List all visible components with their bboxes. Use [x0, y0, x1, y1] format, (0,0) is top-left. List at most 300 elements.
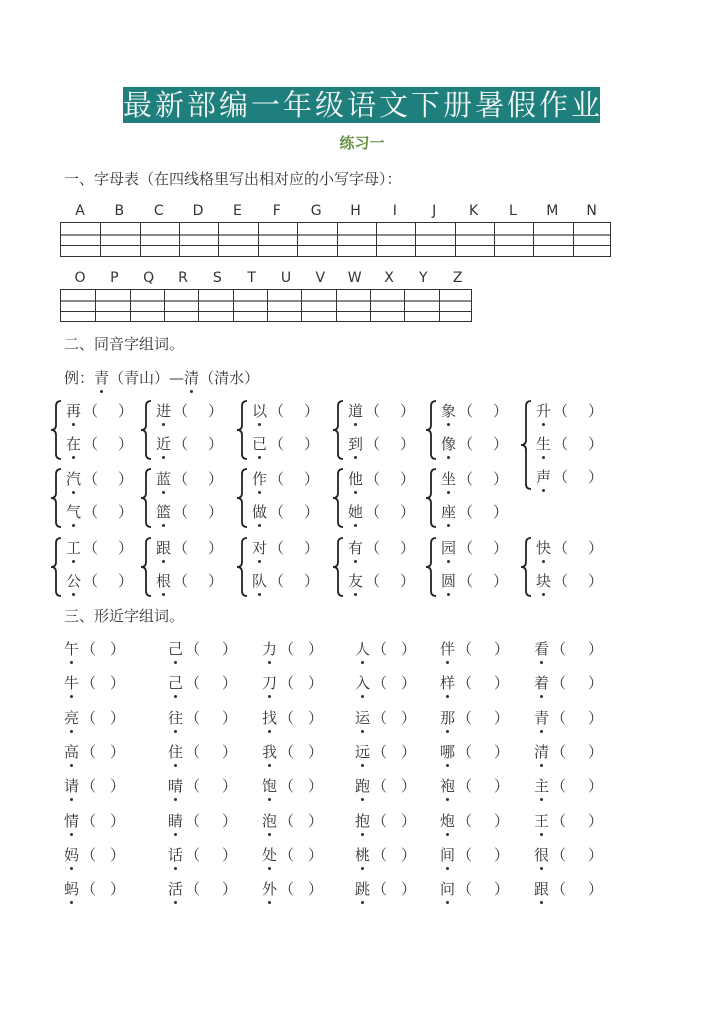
answer-paren-open: （ [173, 435, 189, 453]
answer-paren-close: ） [401, 742, 417, 761]
answer-paren-open: （ [269, 539, 285, 557]
target-char: 象 [441, 402, 457, 420]
target-char: 话 [168, 845, 184, 864]
homophone-entry[interactable] [252, 400, 319, 421]
similar-char-entry[interactable] [440, 775, 509, 796]
target-char: 着 [534, 674, 550, 693]
answer-paren-open: （ [185, 880, 201, 899]
answer-paren-close: ） [118, 402, 134, 420]
homophone-entry[interactable] [348, 468, 415, 489]
letter-label: N [586, 203, 597, 219]
letter-label: T [247, 270, 256, 286]
answer-paren-open: （ [365, 435, 381, 453]
answer-paren-open: （ [372, 880, 388, 899]
answer-paren-close: ） [118, 503, 134, 521]
target-char: 人 [355, 640, 371, 658]
target-char: 园 [441, 539, 457, 557]
answer-paren-close: ） [222, 845, 238, 864]
brace-icon [236, 537, 248, 597]
answer-paren-open: （ [185, 777, 201, 796]
homophone-entry[interactable] [66, 433, 133, 454]
similar-char-entry[interactable] [64, 707, 125, 728]
homophone-entry[interactable] [66, 400, 133, 421]
letter-label: P [110, 270, 119, 286]
grid-divider [258, 223, 259, 256]
answer-paren-close: ） [588, 777, 604, 796]
letter-label: M [546, 203, 559, 219]
answer-paren-close: ） [588, 845, 604, 864]
target-char: 清 [534, 742, 550, 761]
answer-paren-close: ） [400, 503, 416, 521]
grid-divider [370, 290, 371, 321]
similar-char-entry[interactable] [262, 672, 323, 693]
similar-char-entry[interactable] [168, 741, 237, 762]
target-char: 做 [252, 503, 268, 521]
target-char: 汽 [66, 470, 82, 488]
grid-divider [198, 290, 199, 321]
answer-paren-open: （ [458, 435, 474, 453]
similar-char-entry[interactable] [440, 707, 509, 728]
answer-paren-open: （ [279, 811, 295, 830]
answer-paren-open: （ [458, 572, 474, 590]
homophone-entry[interactable] [66, 537, 133, 558]
answer-paren-close: ） [110, 845, 126, 864]
brace [50, 400, 62, 464]
letter-label: C [153, 203, 164, 219]
homophone-entry[interactable] [348, 537, 415, 558]
answer-paren-close: ） [308, 742, 324, 761]
grid-divider [233, 290, 234, 321]
answer-paren-close: ） [110, 777, 126, 796]
homophone-entry[interactable] [252, 501, 319, 522]
similar-char-entry[interactable] [440, 810, 509, 831]
letter-label: H [350, 203, 361, 219]
similar-char-entry[interactable] [355, 672, 416, 693]
answer-paren-open: （ [185, 845, 201, 864]
homophone-entry[interactable] [156, 570, 223, 591]
brace-icon [50, 537, 62, 597]
answer-paren-open: （ [81, 777, 97, 796]
similar-char-entry[interactable] [534, 775, 603, 796]
homophone-entry[interactable] [156, 468, 223, 489]
homophone-entry[interactable] [536, 400, 603, 421]
similar-char-entry[interactable] [64, 810, 125, 831]
answer-paren-close: ） [304, 435, 320, 453]
grid-divider [164, 290, 165, 321]
target-char: 往 [168, 708, 184, 727]
similar-char-entry[interactable] [64, 741, 125, 762]
answer-paren-open: （ [185, 640, 201, 658]
homophone-entry[interactable] [536, 537, 603, 558]
homophone-entry[interactable] [156, 501, 223, 522]
homophone-entry[interactable] [66, 570, 133, 591]
example-prefix: 例： [64, 369, 95, 387]
answer-paren-open: （ [365, 572, 381, 590]
homophone-entry[interactable] [441, 537, 508, 558]
brace [236, 468, 248, 532]
answer-paren-close: ） [208, 435, 224, 453]
brace [236, 400, 248, 464]
similar-char-entry[interactable] [534, 810, 603, 831]
answer-paren-close: ） [110, 674, 126, 693]
similar-char-entry[interactable] [262, 741, 323, 762]
similar-char-entry[interactable] [534, 844, 603, 865]
answer-paren-close: ） [304, 539, 320, 557]
similar-char-entry[interactable] [262, 878, 323, 899]
homophone-entry[interactable] [156, 433, 223, 454]
answer-paren-open: （ [553, 572, 569, 590]
answer-paren-open: （ [372, 845, 388, 864]
answer-paren-close: ） [308, 777, 324, 796]
example-line [64, 367, 259, 388]
answer-paren-open: （ [185, 742, 201, 761]
homophone-entry[interactable] [441, 400, 508, 421]
brace [425, 400, 437, 464]
answer-paren-close: ） [304, 503, 320, 521]
brace [140, 537, 152, 601]
answer-paren-open: （ [185, 811, 201, 830]
target-char: 生 [536, 435, 552, 453]
homophone-entry[interactable] [348, 570, 415, 591]
answer-paren-open: （ [81, 845, 97, 864]
answer-paren-open: （ [173, 539, 189, 557]
letter-label: E [232, 203, 242, 219]
brace-icon [236, 468, 248, 528]
similar-char-entry[interactable] [355, 775, 416, 796]
answer-paren-close: ） [400, 539, 416, 557]
target-char: 牛 [64, 674, 80, 693]
target-char: 友 [348, 572, 364, 590]
target-char: 根 [156, 572, 172, 590]
target-char: 队 [252, 572, 268, 590]
answer-paren-close: ） [222, 777, 238, 796]
homophone-entry[interactable] [156, 400, 223, 421]
target-char: 晴 [168, 777, 184, 796]
target-char: 我 [262, 742, 278, 761]
similar-char-entry[interactable] [64, 672, 125, 693]
homophone-entry[interactable] [536, 466, 603, 487]
similar-char-entry[interactable] [64, 775, 125, 796]
example-dash: — [169, 369, 185, 387]
answer-paren-close: ） [110, 880, 126, 899]
homophone-entry[interactable] [536, 570, 603, 591]
grid-divider [494, 223, 495, 256]
answer-paren-open: （ [551, 845, 567, 864]
answer-paren-open: （ [457, 811, 473, 830]
similar-char-entry[interactable] [355, 741, 416, 762]
answer-paren-close: ） [222, 811, 238, 830]
answer-paren-open: （ [551, 708, 567, 727]
target-char: 王 [534, 811, 550, 830]
homophone-entry[interactable] [252, 433, 319, 454]
alphabet-row-2 [0, 270, 724, 288]
similar-char-entry[interactable] [262, 810, 323, 831]
answer-paren-close: ） [588, 880, 604, 899]
answer-paren-close: ） [588, 402, 604, 420]
similar-char-entry[interactable] [440, 741, 509, 762]
answer-paren-close: ） [208, 572, 224, 590]
answer-paren-open: （ [365, 539, 381, 557]
answer-paren-open: （ [457, 777, 473, 796]
similar-char-entry[interactable] [262, 844, 323, 865]
target-char: 抱 [355, 811, 371, 830]
similar-char-entry[interactable] [168, 672, 237, 693]
answer-paren-open: （ [372, 742, 388, 761]
answer-paren-open: （ [457, 708, 473, 727]
similar-char-entry[interactable] [262, 707, 323, 728]
brace [140, 468, 152, 532]
target-char: 篮 [156, 503, 172, 521]
target-char: 再 [66, 402, 82, 420]
similar-char-entry[interactable] [64, 844, 125, 865]
answer-paren-close: ） [588, 742, 604, 761]
grid-divider [130, 290, 131, 321]
section3-heading: 三、形近字组词。 [64, 607, 185, 625]
answer-paren-open: （ [372, 640, 388, 658]
answer-paren-open: （ [269, 572, 285, 590]
target-char: 看 [534, 640, 550, 658]
grid-divider [376, 223, 377, 256]
grid-divider [573, 223, 574, 256]
target-char: 伴 [440, 640, 456, 658]
homophone-entry[interactable] [252, 537, 319, 558]
similar-char-entry[interactable] [440, 672, 509, 693]
answer-paren-close: ） [588, 708, 604, 727]
homophone-entry[interactable] [441, 570, 508, 591]
target-char: 饱 [262, 777, 278, 796]
homophone-entry[interactable] [252, 570, 319, 591]
target-char: 情 [64, 811, 80, 830]
brace-icon [425, 468, 437, 528]
answer-paren-close: ） [308, 811, 324, 830]
target-char: 运 [355, 708, 371, 727]
similar-char-entry[interactable] [355, 810, 416, 831]
target-char: 活 [168, 880, 184, 899]
answer-paren-close: ） [493, 539, 509, 557]
answer-paren-open: （ [365, 402, 381, 420]
answer-paren-close: ） [493, 402, 509, 420]
answer-paren-open: （ [81, 811, 97, 830]
answer-paren-close: ） [494, 640, 510, 658]
similar-char-entry[interactable] [168, 878, 237, 899]
grid-divider [140, 223, 141, 256]
letter-label: Z [452, 270, 463, 286]
homophone-entry[interactable] [66, 468, 133, 489]
target-char: 那 [440, 708, 456, 727]
answer-paren-close: ） [493, 572, 509, 590]
answer-paren-open: （ [269, 402, 285, 420]
answer-paren-open: （ [551, 777, 567, 796]
answer-paren-open: （ [457, 880, 473, 899]
target-char: 以 [252, 402, 268, 420]
target-char: 作 [252, 470, 268, 488]
answer-paren-close: ） [588, 674, 604, 693]
similar-char-entry[interactable] [440, 638, 509, 659]
similar-char-entry[interactable] [355, 707, 416, 728]
answer-paren-close: ） [400, 572, 416, 590]
answer-paren-open: （ [83, 539, 99, 557]
answer-paren-close: ） [208, 503, 224, 521]
target-char: 像 [441, 435, 457, 453]
target-char: 到 [348, 435, 364, 453]
similar-char-entry[interactable] [168, 775, 237, 796]
letter-label: F [272, 203, 281, 219]
grid-divider [100, 223, 101, 256]
homophone-entry[interactable] [66, 501, 133, 522]
target-char: 泡 [262, 811, 278, 830]
answer-paren-close: ） [118, 435, 134, 453]
grid-line [61, 245, 610, 246]
answer-paren-close: ） [401, 777, 417, 796]
target-char: 快 [536, 539, 552, 557]
brace-icon [140, 537, 152, 597]
answer-paren-close: ） [222, 880, 238, 899]
target-char: 蓝 [156, 470, 172, 488]
grid-divider [297, 223, 298, 256]
similar-char-entry[interactable] [64, 638, 125, 659]
brace [425, 468, 437, 532]
grid-divider [533, 223, 534, 256]
letter-label: G [310, 203, 322, 219]
target-char: 气 [66, 503, 82, 521]
target-char: 蚂 [64, 880, 80, 899]
target-char: 已 [252, 435, 268, 453]
similar-char-entry[interactable] [534, 638, 603, 659]
answer-paren-close: ） [493, 435, 509, 453]
answer-paren-open: （ [81, 674, 97, 693]
similar-char-entry[interactable] [534, 741, 603, 762]
answer-paren-close: ） [401, 674, 417, 693]
target-char: 跟 [534, 880, 550, 899]
similar-char-entry[interactable] [262, 638, 323, 659]
homophone-entry[interactable] [536, 433, 603, 454]
homophone-entry[interactable] [348, 433, 415, 454]
brace [332, 400, 344, 464]
homophone-entry[interactable] [441, 433, 508, 454]
target-char: 力 [262, 640, 278, 658]
similar-char-entry[interactable] [168, 844, 237, 865]
target-char: 很 [534, 845, 550, 864]
answer-paren-close: ） [208, 402, 224, 420]
grid-divider [336, 290, 337, 321]
four-line-grid-2[interactable] [60, 289, 472, 322]
letter-label: B [114, 203, 125, 219]
letter-label: L [509, 203, 517, 219]
answer-paren-open: （ [365, 503, 381, 521]
brace [140, 400, 152, 464]
similar-char-entry[interactable] [355, 844, 416, 865]
target-char: 主 [534, 777, 550, 796]
section2-heading: 二、同音字组词。 [64, 335, 185, 353]
answer-paren-open: （ [83, 572, 99, 590]
answer-paren-open: （ [458, 402, 474, 420]
letter-label: A [75, 203, 85, 219]
four-line-grid-1[interactable] [60, 222, 611, 257]
example-char: 青 [94, 369, 110, 387]
similar-char-entry[interactable] [534, 878, 603, 899]
letter-label: K [468, 203, 479, 219]
answer-paren-close: ） [400, 402, 416, 420]
target-char: 住 [168, 742, 184, 761]
similar-char-entry[interactable] [168, 638, 237, 659]
target-char: 在 [66, 435, 82, 453]
brace [332, 468, 344, 532]
answer-paren-close: ） [494, 742, 510, 761]
similar-char-entry[interactable] [440, 878, 509, 899]
similar-char-entry[interactable] [168, 810, 237, 831]
target-char: 有 [348, 539, 364, 557]
target-char: 间 [440, 845, 456, 864]
answer-paren-open: （ [185, 674, 201, 693]
answer-paren-open: （ [173, 572, 189, 590]
answer-paren-close: ） [588, 468, 604, 486]
target-char: 袍 [440, 777, 456, 796]
example-word: （清水） [199, 369, 260, 387]
brace-icon [520, 400, 532, 490]
target-char: 入 [355, 674, 371, 693]
similar-char-entry[interactable] [440, 844, 509, 865]
homophone-entry[interactable] [348, 400, 415, 421]
similar-char-entry[interactable] [355, 878, 416, 899]
target-char: 外 [262, 880, 278, 899]
answer-paren-close: ） [110, 708, 126, 727]
homophone-entry[interactable] [348, 501, 415, 522]
grid-divider [415, 223, 416, 256]
similar-char-entry[interactable] [355, 638, 416, 659]
answer-paren-open: （ [279, 880, 295, 899]
answer-paren-open: （ [372, 674, 388, 693]
answer-paren-close: ） [308, 845, 324, 864]
answer-paren-open: （ [279, 845, 295, 864]
brace [425, 537, 437, 601]
similar-char-entry[interactable] [262, 775, 323, 796]
similar-char-entry[interactable] [64, 878, 125, 899]
letter-label: Q [143, 270, 155, 286]
alphabet-row-1 [0, 203, 724, 221]
answer-paren-open: （ [81, 708, 97, 727]
grid-line [61, 300, 471, 302]
homophone-entry[interactable] [441, 468, 508, 489]
target-char: 跟 [156, 539, 172, 557]
letter-label: R [178, 270, 188, 286]
brace [50, 468, 62, 532]
brace-icon [332, 537, 344, 597]
letter-label: X [384, 270, 394, 286]
answer-paren-close: ） [110, 640, 126, 658]
similar-char-entry[interactable] [534, 672, 603, 693]
answer-paren-close: ） [110, 742, 126, 761]
answer-paren-open: （ [279, 742, 295, 761]
target-char: 己 [168, 640, 184, 658]
homophone-entry[interactable] [156, 537, 223, 558]
homophone-entry[interactable] [441, 501, 508, 522]
target-char: 块 [536, 572, 552, 590]
answer-paren-open: （ [372, 811, 388, 830]
homophone-entry[interactable] [252, 468, 319, 489]
answer-paren-close: ） [588, 572, 604, 590]
exercise-subtitle: 练习一 [339, 134, 385, 152]
letter-label: D [192, 203, 204, 219]
similar-char-entry[interactable] [168, 707, 237, 728]
target-char: 升 [536, 402, 552, 420]
answer-paren-open: （ [372, 777, 388, 796]
brace [520, 537, 532, 601]
answer-paren-open: （ [551, 880, 567, 899]
brace [236, 537, 248, 601]
example-word: （青山） [109, 369, 170, 387]
target-char: 公 [66, 572, 82, 590]
similar-char-entry[interactable] [534, 707, 603, 728]
